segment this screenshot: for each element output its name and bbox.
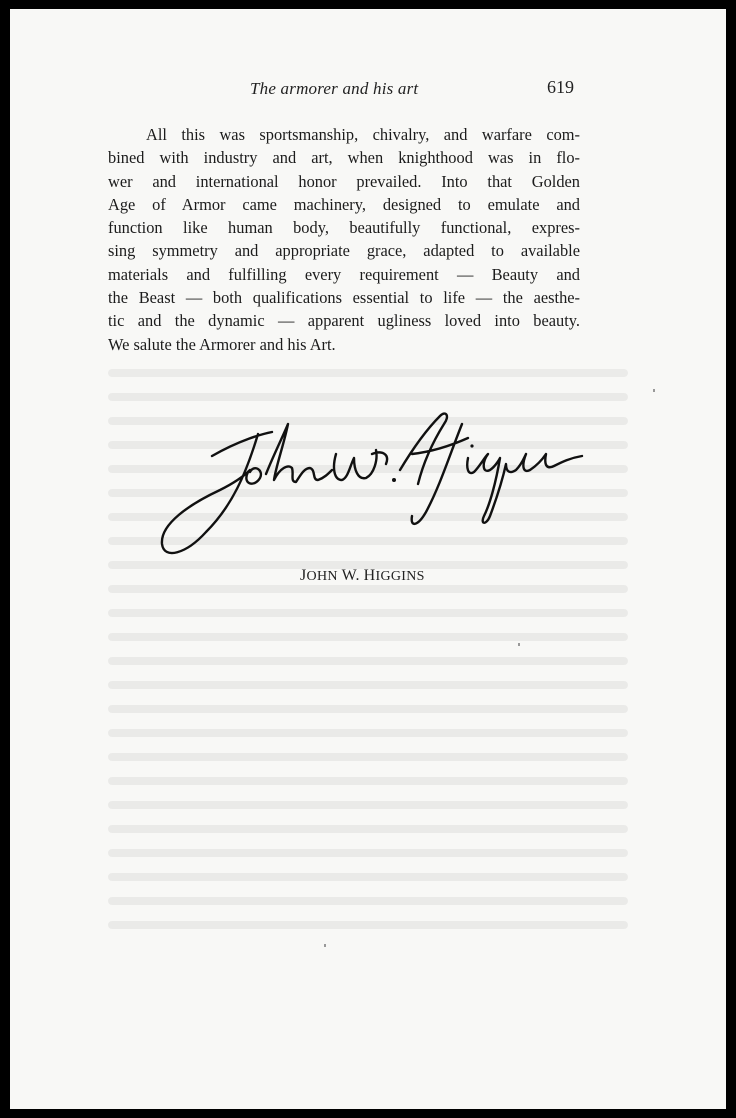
- text-line: All this was sportsmanship, chivalry, and warfare com-: [146, 125, 580, 144]
- handwritten-signature: [150, 394, 590, 564]
- running-header-title: The armorer and his art: [250, 79, 419, 98]
- text-line: Age of Armor came machinery, designed to emulate and: [108, 194, 580, 214]
- text-line: materials and fulfilling every requirement — Beauty and: [108, 264, 580, 284]
- text-line: bined with industry and art, when knighthood was in flo-: [108, 148, 580, 168]
- text-line: tic and the dynamic — apparent ugliness loved into beauty.: [108, 311, 580, 331]
- document-page: [10, 9, 726, 1109]
- text-line: the Beast — both qualifications essential to life — the aesthe-: [108, 288, 580, 308]
- page-number: 619: [547, 77, 574, 97]
- body-paragraph: [108, 123, 580, 356]
- paper-speck: [518, 643, 520, 646]
- text-line: We salute the Armorer and his Art.: [108, 334, 336, 354]
- text-line: wer and international honor prevailed. Into that Golden: [108, 171, 580, 191]
- signer-name: JOHN W. HIGGINS: [300, 567, 425, 584]
- paper-speck: [653, 389, 655, 392]
- paper-speck: [324, 944, 326, 947]
- text-line: sing symmetry and appropriate grace, adapted to available: [108, 241, 580, 261]
- text-line: function like human body, beautifully functional, expres-: [108, 218, 580, 238]
